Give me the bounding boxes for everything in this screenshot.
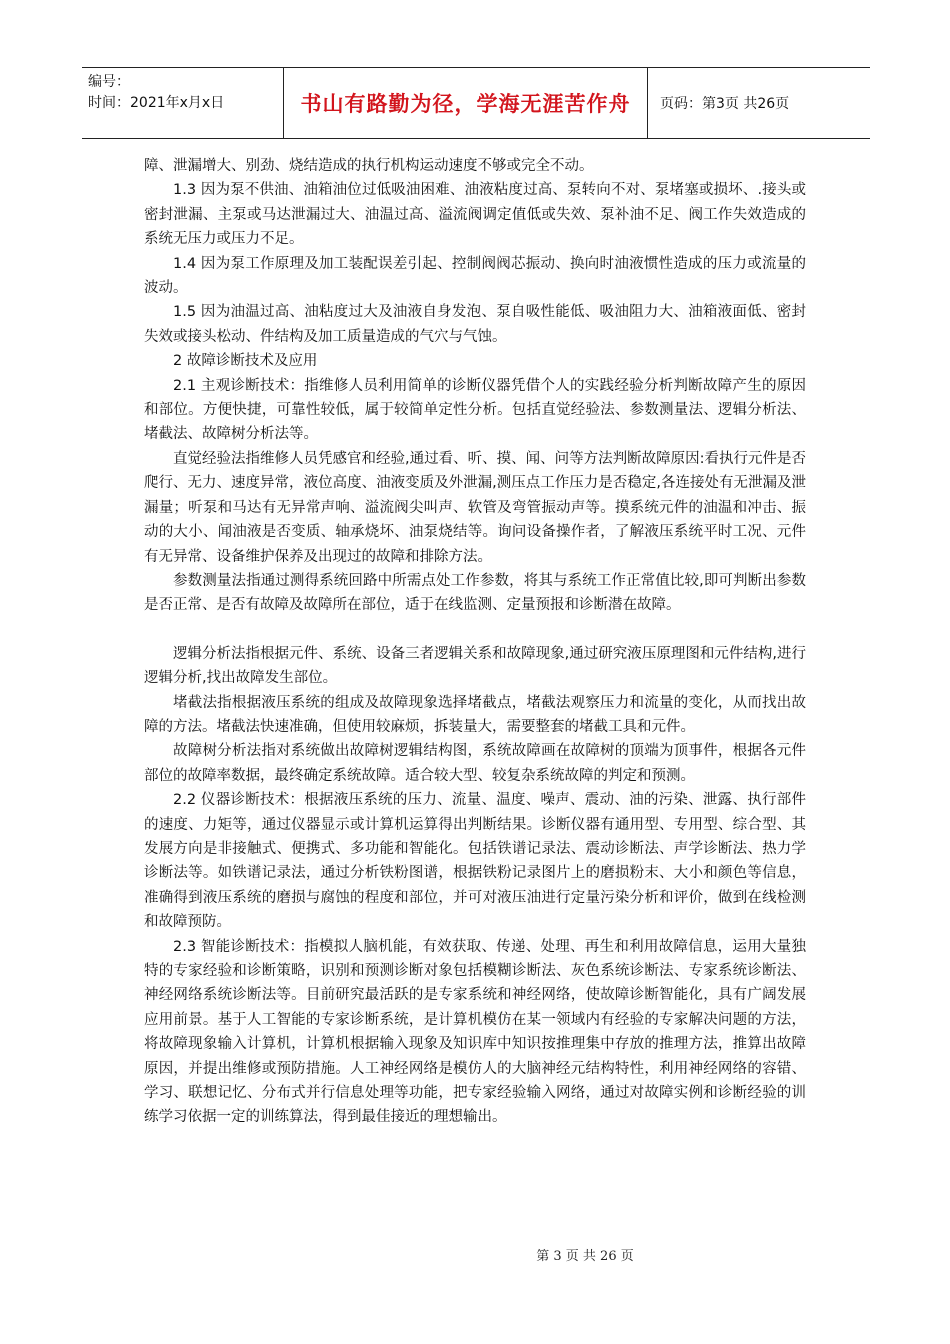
- paragraph: 逻辑分析法指根据元件、系统、设备三者逻辑关系和故障现象,通过研究液压原理图和元件结构,进行逻辑分析,找出故障发生部位。: [144, 645, 806, 687]
- header-meta: [82, 68, 284, 138]
- paragraph: 1.3 因为泵不供油、油箱油位过低吸油困难、油液粘度过高、泵转向不对、泵堵塞或损坏、.接头或密封泄漏、主泵或马达泄漏过大、油温过高、溢流阀调定值低或失效、泵补油不足、阀工作失效造成的系统无压力或压力不足。: [144, 182, 806, 248]
- paragraph: 故障树分析法指对系统做出故障树逻辑结构图，系统故障画在故障树的顶端为顶事件，根据各元件部位的故障率数据，最终确定系统故障。适合较大型、较复杂系统故障的判定和预测。: [144, 743, 806, 784]
- time-label: 时间：2021年x月x日: [88, 95, 225, 111]
- section-heading: 2 故障诊断技术及应用: [173, 353, 318, 370]
- header-motto: 书山有路勤为径，学海无涯苦作舟: [284, 68, 648, 138]
- page-footer: 第 3 页 共 26 页: [536, 1249, 634, 1264]
- page-header: [82, 67, 870, 139]
- document-body: [144, 154, 806, 1130]
- paragraph: 直觉经验法指维修人员凭感官和经验,通过看、听、摸、闻、问等方法判断故障原因:看执行元件是否爬行、无力、速度异常，液位高度、油液变质及外泄漏,测压点工作压力是否稳定,各连接处有无泄漏及泄漏量；听泵和马达有无异常声响、溢流阀尖叫声、软管及弯管振动声等。摸系统元件的油温和冲击、振动的大小、闻油液是否变质、轴承烧坏、油泵烧结等。询问设备操作者，了解液压系统平时工况、元件有无异常、设备维护保养及出现过的故障和排除方法。: [144, 450, 806, 565]
- paragraph: 1.4 因为泵工作原理及加工装配误差引起、控制阀阀芯振动、换向时油液惯性造成的压力或流量的波动。: [144, 255, 806, 297]
- paragraph: 2.3 智能诊断技术：指模拟人脑机能，有效获取、传递、处理、再生和利用故障信息，运用大量独特的专家经验和诊断策略，识别和预测诊断对象包括模糊诊断法、灰色系统诊断法、专家系统诊断法、神经网络系统诊断法等。目前研究最活跃的是专家系统和神经网络，使故障诊断智能化，具有广阔发展应用前景。基于人工智能的专家诊断系统，是计算机模仿在某一领域内有经验的专家解决问题的方法，将故障现象输入计算机，计算机根据输入现象及知识库中知识按推理集中存放的推理方法，推算出故障原因，并提出维修或预防措施。人工神经网络是模仿人的大脑神经元结构特性，利用神经网络的容错、学习、联想记忆、分布式并行信息处理等功能，把专家经验输入网络，通过对故障实例和诊断经验的训练学习依据一定的训练算法，得到最佳接近的理想输出。: [144, 938, 806, 1126]
- paragraph: 2.1 主观诊断技术：指维修人员利用简单的诊断仪器凭借个人的实践经验分析判断故障产生的原因和部位。方便快捷，可靠性较低，属于较简单定性分析。包括直觉经验法、参数测量法、逻辑分析法、堵截法、故障树分析法等。: [144, 377, 806, 443]
- paragraph: 参数测量法指通过测得系统回路中所需点处工作参数，将其与系统工作正常值比较,即可判断出参数是否正常、是否有故障及故障所在部位，适于在线监测、定量预报和诊断潜在故障。: [144, 572, 806, 614]
- header-page-label: 页码：第3页 共26页: [660, 96, 790, 112]
- paragraph: 堵截法指根据液压系统的组成及故障现象选择堵截点，堵截法观察压力和流量的变化，从而找出故障的方法。堵截法快速准确，但使用较麻烦，拆装量大，需要整套的堵截工具和元件。: [144, 694, 806, 735]
- number-label: 编号：: [88, 74, 130, 90]
- paragraph: 障、泄漏增大、别劲、烧结造成的执行机构运动速度不够或完全不动。: [144, 158, 594, 174]
- paragraph: 2.2 仪器诊断技术：根据液压系统的压力、流量、温度、噪声、震动、油的污染、泄露、执行部件的速度、力矩等，通过仪器显示或计算机运算得出判断结果。诊断仪器有通用型、专用型、综合型、其发展方向是非接触式、便携式、多功能和智能化。包括铁谱记录法、震动诊断法、声学诊断法、热力学诊断法等。如铁谱记录法，通过分析铁粉图谱，根据铁粉记录图片上的磨损粉末、大小和颜色等信息，准确得到液压系统的磨损与腐蚀的程度和部位，并可对液压油进行定量污染分析和评价，做到在线检测和故障预防。: [144, 792, 806, 931]
- paragraph: 1.5 因为油温过高、油粘度过大及油液自身发泡、泵自吸性能低、吸油阻力大、油箱液面低、密封失效或接头松动、件结构及加工质量造成的气穴与气蚀。: [144, 304, 806, 345]
